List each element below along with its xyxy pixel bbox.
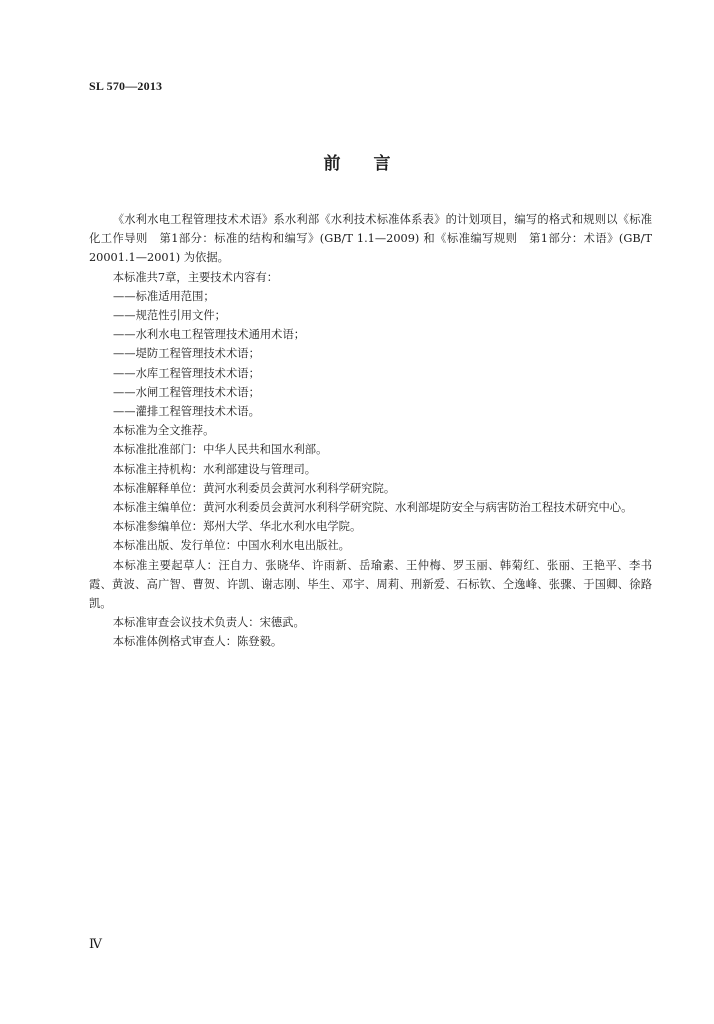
title-char-2: 言 — [373, 154, 391, 174]
main-editor-paragraph: 本标准主编单位：黄河水利委员会黄河水利科学研究院、水利部堤防安全与病害防治工程技术研究中心。 — [112, 501, 633, 515]
standard-code-header: SL 570—2013 — [89, 79, 163, 93]
content-list-item: ——规范性引用文件； — [113, 309, 226, 323]
foreword-body — [89, 210, 652, 652]
format-reviewer-paragraph: 本标准体例格式审查人：陈登毅。 — [112, 635, 283, 649]
publisher-paragraph: 本标准出版、发行单位：中国水利水电出版社。 — [112, 539, 350, 553]
content-list-item: ——水库工程管理技术术语； — [113, 366, 260, 380]
content-list-item: ——灌排工程管理技术术语。 — [113, 405, 260, 419]
interpreting-unit-paragraph: 本标准解释单位：黄河水利委员会黄河水利科学研究院。 — [112, 481, 396, 495]
content-list-item: ——标准适用范围； — [113, 289, 215, 303]
title-char-1: 前 — [323, 154, 341, 174]
content-list-item: ——水利水电工程管理技术通用术语； — [113, 328, 306, 342]
content-list-item: ——堤防工程管理技术术语； — [113, 347, 260, 361]
host-organization-paragraph: 本标准主持机构：水利部建设与管理司。 — [112, 462, 317, 476]
page-title — [0, 149, 714, 174]
participating-editor-paragraph: 本标准参编单位：郑州大学、华北水利水电学院。 — [112, 520, 362, 534]
content-list-item: ——水闸工程管理技术术语； — [113, 385, 260, 399]
drafters-paragraph: 本标准主要起草人：汪自力、张晓华、许雨新、岳瑜素、王仲梅、罗玉丽、韩菊红、张丽、王艳平、李书霞、黄波、高广智、曹贺、许凯、谢志刚、毕生、邓宇、周莉、刑新爱、石标钦、仝逸峰、张骤、于国卿、徐路凯。 — [89, 558, 652, 611]
recommended-paragraph: 本标准为全文推荐。 — [112, 424, 215, 438]
review-lead-paragraph: 本标准审查会议技术负责人：宋德武。 — [112, 616, 305, 630]
chapters-paragraph: 本标准共7章，主要技术内容有： — [112, 270, 279, 284]
page-number: Ⅳ — [89, 936, 102, 951]
approving-department-paragraph: 本标准批准部门：中华人民共和国水利部。 — [112, 443, 328, 457]
intro-paragraph: 《水利水电工程管理技术术语》系水利部《水利技术标准体系表》的计划项目，编写的格式和规则以《标准化工作导则 第1部分：标准的结构和编写》(GB/T 1.1—2009) 和《标准编写规则 第1部分：术语》(GB/T 20001.1—2001) 为依据。 — [89, 213, 652, 265]
